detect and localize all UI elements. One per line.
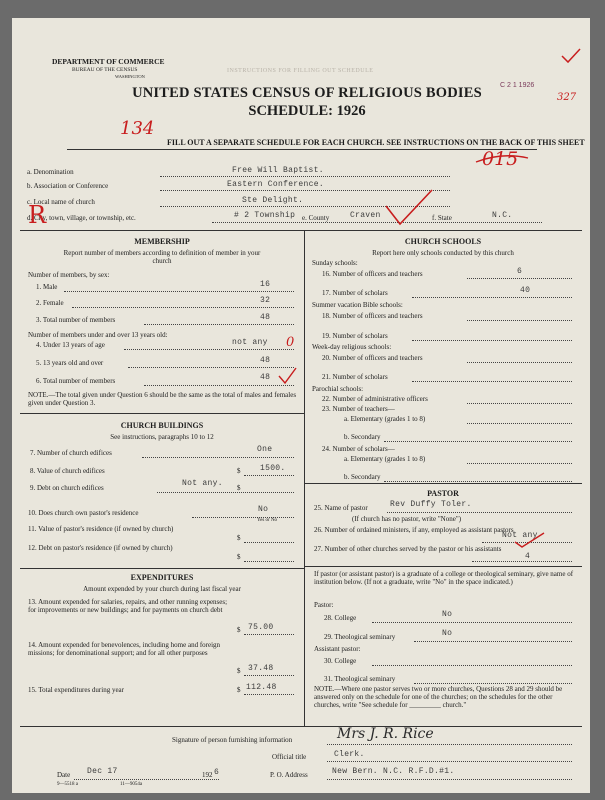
denomination-value: Free Will Baptist. — [232, 166, 324, 175]
church-name-value: Ste Delight. — [242, 196, 304, 205]
q24a-line — [467, 463, 572, 464]
q14-value: 37.48 — [248, 664, 274, 673]
received-stamp: C 2 1 1926 — [500, 82, 535, 89]
buildings-subheading: See instructions, paragraphs 10 to 12 — [110, 433, 214, 441]
q29-line — [414, 641, 572, 642]
by-sex-label: Number of members, by sex: — [28, 271, 110, 279]
q17-value: 40 — [520, 286, 531, 295]
dollar-sign: $ — [237, 626, 241, 634]
q27-label: 27. Number of other churches served by the pastor or his assistants — [314, 545, 502, 553]
faint-back-text: INSTRUCTIONS FOR FILLING OUT SCHEDULE — [227, 68, 374, 74]
age-intro-label: Number of members under and over 13 years old: — [28, 331, 168, 339]
check-mark-icon — [560, 46, 582, 68]
table-top-border — [20, 230, 582, 231]
q5-line — [128, 367, 294, 368]
q29-label: 29. Theological seminary — [324, 633, 396, 641]
q8-label: 8. Value of church edifices — [30, 467, 105, 475]
mark-zero: 0 — [286, 335, 295, 350]
q2-line — [72, 307, 294, 308]
q6-value: 48 — [260, 373, 271, 382]
q12-label: 12. Debt on pastor's residence (if owned by church) — [28, 544, 173, 552]
q22-label: 22. Number of administrative officers — [322, 395, 428, 403]
state-value: N.C. — [492, 211, 513, 220]
q31-line — [414, 683, 572, 684]
membership-subheading: Report number of members according to definition of member in your church — [63, 249, 261, 266]
q20-line — [467, 362, 572, 363]
form-number-2: 11—9054a — [120, 782, 143, 787]
pastor-heading: PASTOR — [427, 489, 459, 498]
q1-value: 16 — [260, 280, 271, 289]
q30-line — [372, 665, 572, 666]
buildings-heading: CHURCH BUILDINGS — [120, 421, 204, 430]
census-schedule-page — [12, 18, 590, 793]
q6-label: 6. Total number of members — [36, 377, 116, 385]
q24b-label: b. Secondary — [344, 473, 381, 481]
q28-line — [372, 622, 572, 623]
date-label: Date — [57, 771, 71, 779]
q6-line — [144, 385, 294, 386]
state-label: f. State — [432, 214, 452, 222]
q3-line — [144, 324, 294, 325]
dollar-sign: $ — [237, 686, 241, 694]
q5-value: 48 — [260, 356, 271, 365]
q24-label: 24. Number of scholars— — [322, 445, 395, 453]
mark-015: 015 — [482, 148, 519, 170]
year-suffix: 6 — [214, 768, 220, 777]
membership-heading: MEMBERSHIP — [134, 237, 190, 246]
form-subtitle: SCHEDULE: 1926 — [248, 103, 366, 119]
q13-value: 75.00 — [248, 623, 274, 632]
q9-label: 9. Debt on church edifices — [30, 484, 104, 492]
city-label: WASHINGTON — [115, 74, 145, 79]
q25-value: Rev Duffy Toler. — [390, 500, 472, 509]
mark-134: 134 — [120, 118, 155, 139]
township-value: # 2 Township — [234, 211, 296, 220]
q17-line — [412, 297, 572, 298]
dollar-sign: $ — [237, 467, 241, 475]
church-name-label: c. Local name of church — [27, 198, 95, 206]
instruction-line: FILL OUT A SEPARATE SCHEDULE FOR EACH CHURCH. SEE INSTRUCTIONS ON THE BACK OF THIS SHEET — [167, 138, 585, 147]
check-mark-icon — [277, 366, 299, 388]
county-label: e. County — [302, 214, 330, 222]
q31-label: 31. Theological seminary — [324, 675, 396, 683]
dollar-sign: $ — [237, 484, 241, 492]
q26-value: Not any — [502, 531, 538, 540]
q15-label: 15. Total expenditures during year — [28, 686, 124, 694]
address-line — [327, 779, 572, 780]
q4-value: not any — [232, 338, 268, 347]
instruction-divider — [67, 149, 537, 150]
dollar-sign: $ — [237, 553, 241, 561]
q11-line — [244, 542, 294, 543]
date-line — [74, 779, 219, 780]
township-line — [212, 222, 542, 223]
pastor-divider — [304, 483, 582, 484]
underline-scribble-icon — [472, 148, 532, 173]
official-title-line — [327, 761, 572, 762]
q10-line — [192, 517, 294, 518]
q1-label: 1. Male — [36, 283, 58, 291]
q15-line — [244, 694, 294, 695]
q9-line — [157, 492, 294, 493]
weekday-label: Week-day religious schools: — [312, 343, 392, 351]
department-label: DEPARTMENT OF COMMERCE — [52, 57, 165, 66]
q27-value: 4 — [525, 552, 531, 561]
q18-line — [467, 320, 572, 321]
form-number: 9—5518 a — [57, 782, 78, 787]
q25-label: 25. Name of pastor — [314, 504, 368, 512]
q10-value: No — [258, 505, 269, 514]
bureau-label: BUREAU OF THE CENSUS — [72, 67, 138, 73]
q28-value: No — [442, 610, 453, 619]
pastor-sub-label: Pastor: — [314, 601, 334, 609]
address-label: P. O. Address — [270, 771, 308, 779]
q16-label: 16. Number of officers and teachers — [322, 270, 423, 278]
dollar-sign: $ — [237, 667, 241, 675]
q14-label: 14. Amount expended for benevolences, including home and foreign missions; for denominational support; and for all other purposes — [28, 641, 221, 658]
q7-label: 7. Number of church edifices — [30, 449, 112, 457]
q4-label: 4. Under 13 years of age — [36, 341, 105, 349]
q13-label: 13. Amount expended for salaries, repairs, and other running expenses; for improvements or new buildings; and for payments on church debt — [28, 598, 228, 615]
college-note: If pastor (or assistant pastor) is a graduate of a college or theological seminary, give name of institution below. (If not a graduate, write "No" in the space indicated.) — [314, 570, 574, 587]
signature-value: Mrs J. R. Rice — [337, 726, 434, 742]
q30-label: 30. College — [324, 657, 357, 665]
q28-label: 28. College — [324, 614, 357, 622]
q18-label: 18. Number of officers and teachers — [322, 312, 423, 320]
yes-no-hint: Yes or No — [257, 518, 278, 523]
signature-line — [327, 744, 572, 745]
q20-label: 20. Number of officers and teachers — [322, 354, 423, 362]
q16-value: 6 — [517, 267, 523, 276]
q13-line — [244, 634, 294, 635]
q23-label: 23. Number of teachers— — [322, 405, 395, 413]
expenditures-divider — [20, 568, 304, 569]
q27-line — [472, 561, 572, 562]
form-title: UNITED STATES CENSUS OF RELIGIOUS BODIES — [132, 85, 482, 101]
county-value: Craven — [350, 211, 381, 220]
schools-heading: CHURCH SCHOOLS — [404, 237, 482, 246]
association-label: b. Association or Conference — [27, 182, 109, 190]
q26-label: 26. Number of ordained ministers, if any, employed as assistant pastors — [314, 526, 514, 534]
mark-r: R — [28, 201, 47, 229]
official-title-label: Official title — [272, 753, 307, 761]
q5-label: 5. 13 years old and over — [36, 359, 104, 367]
q4-line — [124, 349, 294, 350]
q23b-line — [384, 441, 572, 442]
year-prefix: 192 — [202, 771, 213, 779]
q9-value: Not any. — [182, 479, 223, 488]
parochial-label: Parochial schools: — [312, 385, 364, 393]
q3-value: 48 — [260, 313, 271, 322]
expenditures-heading: EXPENDITURES — [130, 573, 194, 582]
q2-label: 2. Female — [36, 299, 64, 307]
summer-label: Summer vacation Bible schools: — [312, 301, 403, 309]
pastor-note: NOTE.—Where one pastor serves two or more churches, Questions 28 and 29 should be answered only on the schedule for one of the churches; on the schedules for the other churches, write "See schedule for _________ church." — [314, 685, 563, 710]
q2-value: 32 — [260, 296, 271, 305]
q23a-label: a. Elementary (grades 1 to 8) — [344, 415, 426, 423]
q10-label: 10. Does church own pastor's residence — [28, 509, 139, 517]
q12-line — [244, 561, 294, 562]
q17-label: 17. Number of scholars — [322, 289, 388, 297]
mark-327: 327 — [557, 92, 577, 103]
q21-label: 21. Number of scholars — [322, 373, 388, 381]
assistant-label: Assistant pastor: — [314, 645, 361, 653]
q1-line — [64, 291, 294, 292]
schools-subheading: Report here only schools conducted by this church — [372, 249, 514, 257]
buildings-divider — [20, 413, 304, 414]
q15-value: 112.48 — [246, 683, 277, 692]
q25-line — [387, 512, 572, 513]
association-value: Eastern Conference. — [227, 180, 324, 189]
membership-note: NOTE.—The total given under Question 6 should be the same as the total of males and females given under Question 3. — [28, 391, 297, 408]
q19-label: 19. Number of scholars — [322, 332, 388, 340]
q8-value: 1500. — [260, 464, 286, 473]
q23a-line — [467, 423, 572, 424]
denomination-label: a. Denomination — [27, 168, 74, 176]
signature-label: Signature of person furnishing information — [172, 736, 293, 744]
expenditures-subheading: Amount expended by your church during last fiscal year — [83, 585, 241, 593]
q29-value: No — [442, 629, 453, 638]
official-title-value: Clerk. — [334, 750, 365, 759]
q14-line — [244, 675, 294, 676]
sunday-label: Sunday schools: — [312, 259, 358, 267]
q21-line — [412, 381, 572, 382]
q7-line — [142, 457, 294, 458]
address-value: New Bern. N.C. R.F.D.#1. — [332, 767, 455, 776]
check-mark-icon — [512, 530, 547, 550]
column-divider — [304, 230, 305, 726]
q24b-line — [384, 481, 572, 482]
q25-note: (If church has no pastor, write "None") — [352, 515, 462, 523]
college-divider — [304, 566, 582, 567]
dollar-sign: $ — [237, 534, 241, 542]
q8-line — [244, 475, 294, 476]
q22-line — [467, 403, 572, 404]
date-value: Dec 17 — [87, 767, 118, 776]
table-bottom-border — [20, 726, 582, 727]
q7-value: One — [257, 445, 273, 454]
q24a-label: a. Elementary (grades 1 to 8) — [344, 455, 426, 463]
township-label: d. City, town, village, or township, etc. — [27, 214, 136, 222]
check-mark-icon — [382, 186, 437, 231]
q3-label: 3. Total number of members — [36, 316, 116, 324]
q23b-label: b. Secondary — [344, 433, 381, 441]
denomination-line — [160, 176, 450, 177]
q16-line — [467, 278, 572, 279]
q11-label: 11. Value of pastor's residence (if owned by church) — [28, 525, 174, 533]
q19-line — [412, 340, 572, 341]
